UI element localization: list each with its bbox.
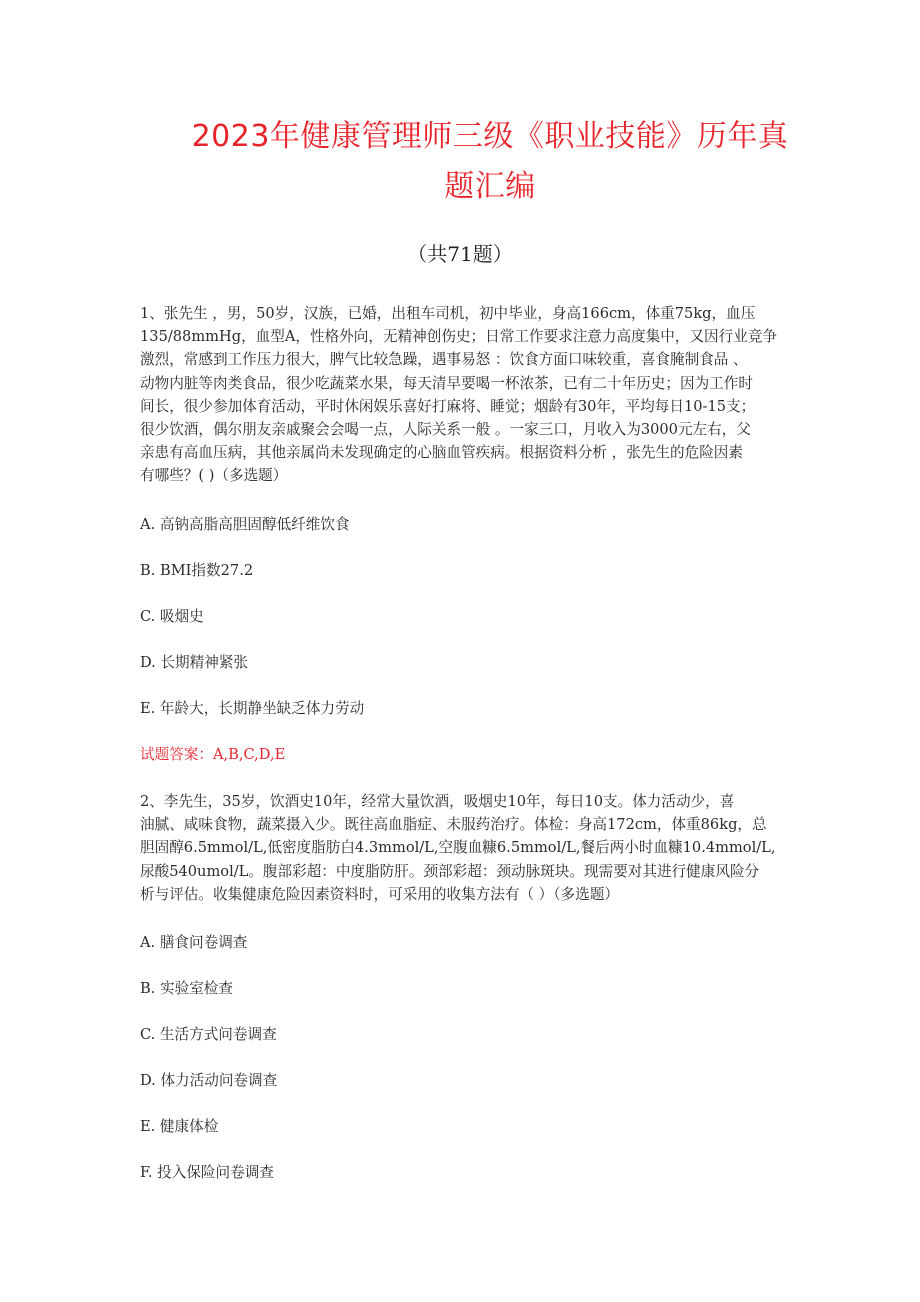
question-2-line: 析与评估。收集健康危险因素资料时，可采用的收集方法有（ ）（多选题） (140, 885, 619, 903)
question-count: （共71题） (407, 242, 513, 266)
question-1-line: 间长，很少参加体育活动，平时休闲娱乐喜好打麻将、睡觉；烟龄有30年，平均每日10-15支； (140, 397, 756, 415)
answer-label: 试题答案： (140, 746, 213, 763)
question-2-option-a: A. 膳食问卷调查 (140, 934, 248, 951)
document-title-line-1: 2023年健康管理师三级《职业技能》历年真 (191, 119, 789, 154)
question-2-option-b: B. 实验室检查 (140, 980, 233, 997)
question-1-line: 135/88mmHg，血型A，性格外向，无精神创伤史；日常工作要求注意力高度集中，又因行业竞争 (140, 328, 778, 346)
question-2-option-d: D. 体力活动问卷调查 (140, 1072, 278, 1089)
question-2-option-c: C. 生活方式问卷调查 (140, 1026, 277, 1043)
question-1-option-a: A. 高钠高脂高胆固醇低纤维饮食 (140, 516, 350, 533)
question-1-stem (140, 302, 785, 488)
answer-value: A,B,C,D,E (212, 746, 286, 763)
question-2-line: 胆固醇6.5mmol/L,低密度脂肪白4.3mmol/L,空腹血糠6.5mmol/L,餐后两小时血糠10.4mmol/L, (140, 839, 776, 857)
question-2-line: 尿酸540umol/L。腹部彩超：中度脂防肝。颈部彩超：颈动脉斑块。现需要对其进行健康风险分 (140, 862, 760, 880)
question-2-stem (140, 790, 785, 906)
document-title-line-2: 题汇编 (444, 169, 536, 204)
question-1-line: 动物内脏等肉类食品，很少吃蔬菜水果，每天清早要喝一杯浓茶，已有二十年历史；因为工作时 (140, 374, 753, 392)
question-2-option-f: F. 投入保险问卷调查 (140, 1164, 274, 1181)
question-1-option-b: B. BMI指数27.2 (140, 562, 254, 579)
question-2-line: 2、李先生，35岁，饮酒史10年，经常大量饮酒，吸烟史10年，每日10支。体力活动少，喜 (140, 793, 735, 810)
question-1-answer (140, 743, 285, 767)
question-1-line: 亲患有高血压病，其他亲属尚未发现确定的心脑血管疾病。根据资料分析 ，张先生的危险因素 (140, 444, 743, 462)
question-2-line: 油腻、咸味食物，蔬菜摄入少。既往高血脂症、未服药治疗。体检：身高172cm，体重86kg，总 (140, 816, 767, 834)
question-1-option-d: D. 长期精神紧张 (140, 654, 249, 671)
question-1-line: 激烈，常感到工作压力很大，脾气比较急躁，遇事易怒 ：饮食方面口味较重，喜食腌制食品 、 (140, 351, 748, 369)
question-1-option-e: E. 年龄大，长期静坐缺乏体力劳动 (140, 700, 365, 717)
question-2-option-e: E. 健康体检 (140, 1118, 219, 1135)
question-1-line: 有哪些？( )（多选题） (140, 467, 288, 485)
question-1-line: 很少饮酒，偶尔朋友亲戚聚会会喝一点，人际关系一般 。一家三口，月收入为3000元左右，父 (140, 421, 751, 439)
question-1-line: 1、张先生 ，男，50岁，汉族，已婚，出租车司机，初中毕业，身高166cm，体重75kg，血压 (140, 305, 756, 322)
question-1-option-c: C. 吸烟史 (140, 608, 204, 625)
